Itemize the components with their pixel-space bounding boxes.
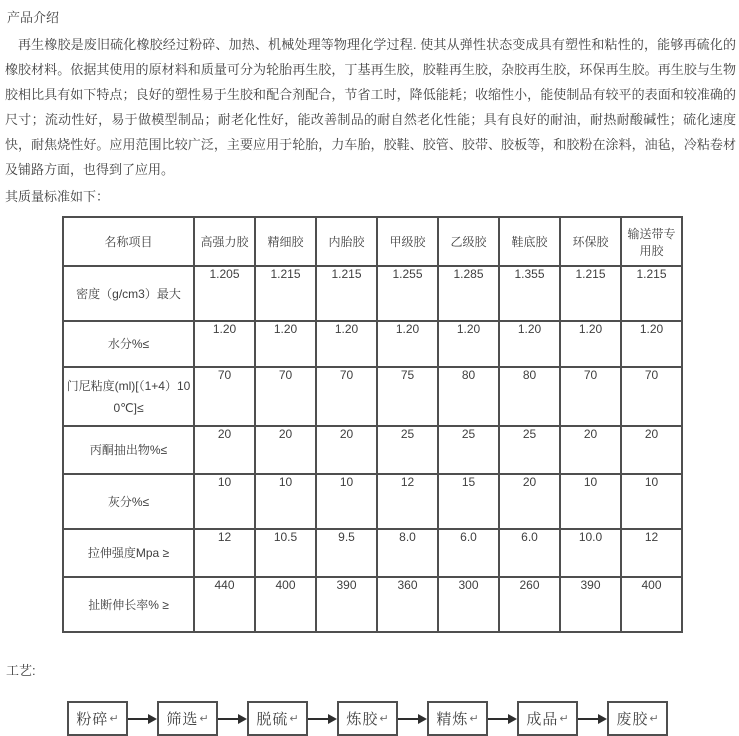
column-header-name: 名称项目: [63, 217, 194, 266]
table-cell: 9.5: [316, 529, 377, 577]
standards-heading: 其质量标准如下：: [5, 189, 110, 204]
table-cell: 20: [499, 474, 560, 529]
table-row-mooney-viscosity: [63, 367, 682, 426]
row-label-acetone-extract: 丙酮抽出物%≤: [63, 426, 194, 474]
table-cell: 1.215: [255, 266, 316, 321]
table-cell: 1.20: [316, 321, 377, 367]
table-cell: 20: [194, 426, 255, 474]
table-cell: 300: [438, 577, 499, 632]
quality-standards-table: [62, 216, 683, 633]
process-step-label: 成品: [526, 711, 559, 728]
table-cell: 10: [316, 474, 377, 529]
table-cell: 25: [377, 426, 438, 474]
return-mark: ↵: [469, 713, 479, 725]
table-cell: 1.20: [438, 321, 499, 367]
row-label-moisture: 水分%≤: [63, 321, 194, 367]
process-step-finished-product: [517, 701, 578, 736]
process-step-label: 废胶: [616, 711, 649, 728]
column-header-grade-b: 乙级胶: [438, 217, 499, 266]
process-flow-diagram: [67, 701, 735, 736]
table-cell: 20: [255, 426, 316, 474]
row-label-elongation: 扯断伸长率% ≥: [63, 577, 194, 632]
process-step-label: 脱硫: [256, 711, 289, 728]
table-cell: 6.0: [438, 529, 499, 577]
process-step-refine: [427, 701, 488, 736]
process-step-label: 炼胶: [346, 711, 379, 728]
process-step-label: 精炼: [436, 711, 469, 728]
table-cell: 75: [377, 367, 438, 426]
table-cell: 1.20: [377, 321, 438, 367]
table-cell: 1.20: [560, 321, 621, 367]
return-mark: ↵: [559, 713, 569, 725]
table-cell: 390: [316, 577, 377, 632]
table-cell: 10: [621, 474, 682, 529]
row-label-mooney-viscosity: 门尼粘度(ml)[（1+4）100℃]≤: [63, 367, 194, 426]
table-cell: 20: [560, 426, 621, 474]
row-label-tensile-strength: 拉伸强度Mpa ≥: [63, 529, 194, 577]
table-cell: 1.255: [377, 266, 438, 321]
table-cell: 70: [194, 367, 255, 426]
table-cell: 12: [621, 529, 682, 577]
table-row-moisture: [63, 321, 682, 367]
table-cell: 1.20: [621, 321, 682, 367]
table-cell: 70: [560, 367, 621, 426]
table-cell: 10.5: [255, 529, 316, 577]
table-cell: 400: [255, 577, 316, 632]
table-cell: 440: [194, 577, 255, 632]
table-cell: 20: [621, 426, 682, 474]
table-cell: 260: [499, 577, 560, 632]
return-mark: ↵: [109, 713, 119, 725]
table-cell: 1.285: [438, 266, 499, 321]
table-cell: 1.205: [194, 266, 255, 321]
table-cell: 25: [438, 426, 499, 474]
table-cell: 1.215: [621, 266, 682, 321]
process-step-label: 筛选: [166, 711, 199, 728]
return-mark: ↵: [289, 713, 299, 725]
return-mark: ↵: [649, 713, 659, 725]
page-title: 产品介绍: [7, 10, 60, 25]
table-cell: 15: [438, 474, 499, 529]
table-cell: 1.20: [194, 321, 255, 367]
column-header-grade-a: 甲级胶: [377, 217, 438, 266]
row-label-ash: 灰分%≤: [63, 474, 194, 529]
return-mark: ↵: [199, 713, 209, 725]
process-step-crush: [67, 701, 128, 736]
table-cell: 10: [194, 474, 255, 529]
table-row-elongation: [63, 577, 682, 632]
table-cell: 70: [316, 367, 377, 426]
table-cell: 70: [621, 367, 682, 426]
table-cell: 360: [377, 577, 438, 632]
table-cell: 6.0: [499, 529, 560, 577]
column-header-conveyor: 输送带专用胶: [621, 217, 682, 266]
table-cell: 1.355: [499, 266, 560, 321]
process-step-screen: [157, 701, 218, 736]
process-step-label: 粉碎: [76, 711, 109, 728]
table-cell: 70: [255, 367, 316, 426]
table-cell: 10: [560, 474, 621, 529]
table-cell: 12: [377, 474, 438, 529]
column-header-inner-tube: 内胎胶: [316, 217, 377, 266]
return-mark: ↵: [379, 713, 389, 725]
table-header-row: [63, 217, 682, 266]
table-cell: 25: [499, 426, 560, 474]
process-heading: 工艺:: [6, 663, 36, 678]
table-cell: 1.20: [499, 321, 560, 367]
table-cell: 390: [560, 577, 621, 632]
table-cell: 80: [438, 367, 499, 426]
column-header-eco: 环保胶: [560, 217, 621, 266]
table-cell: 1.215: [560, 266, 621, 321]
table-cell: 12: [194, 529, 255, 577]
table-cell: 1.215: [316, 266, 377, 321]
table-cell: 20: [316, 426, 377, 474]
row-label-density: 密度（g/cm3）最大: [63, 266, 194, 321]
column-header-high-strength: 高强力胶: [194, 217, 255, 266]
intro-paragraph: 再生橡胶是废旧硫化橡胶经过粉碎、加热、机械处理等物理化学过程. 使其从弹性状态变成具有塑性和粘性的，能够再硫化的橡胶材料。依据其使用的原材料和质量可分为轮胎再生胶，丁基再生胶，胶鞋再生胶，杂胶再生胶，环保再生胶。再生胶与生物胶相比具有如下特点；良好的塑性易于生胶和配合剂配合，节省工时，降低能耗；收缩性小，能使制品有较平的表面和较准确的尺寸；流动性好，易于做模型制品；耐老化性好，能改善制品的耐自然老化性能；具有良好的耐油，耐热耐酸碱性；硫化速度快，耐焦烧性好。应用范围比较广泛，主要应用于轮胎，力车胎，胶鞋、胶管、胶带、胶板等，和胶粉在涂料，油毡，冷粘卷材及铺路方面，也得到了应用。: [5, 37, 736, 177]
column-header-fine: 精细胶: [255, 217, 316, 266]
table-cell: 10.0: [560, 529, 621, 577]
table-cell: 1.20: [255, 321, 316, 367]
table-cell: 400: [621, 577, 682, 632]
table-cell: 10: [255, 474, 316, 529]
process-step-desulfurize: [247, 701, 308, 736]
table-cell: 8.0: [377, 529, 438, 577]
table-row-density: [63, 266, 682, 321]
table-row-ash: [63, 474, 682, 529]
table-cell: 80: [499, 367, 560, 426]
process-step-mix: [337, 701, 398, 736]
column-header-shoe-sole: 鞋底胶: [499, 217, 560, 266]
process-step-waste-rubber: [607, 701, 668, 736]
table-row-acetone-extract: [63, 426, 682, 474]
table-row-tensile-strength: [63, 529, 682, 577]
